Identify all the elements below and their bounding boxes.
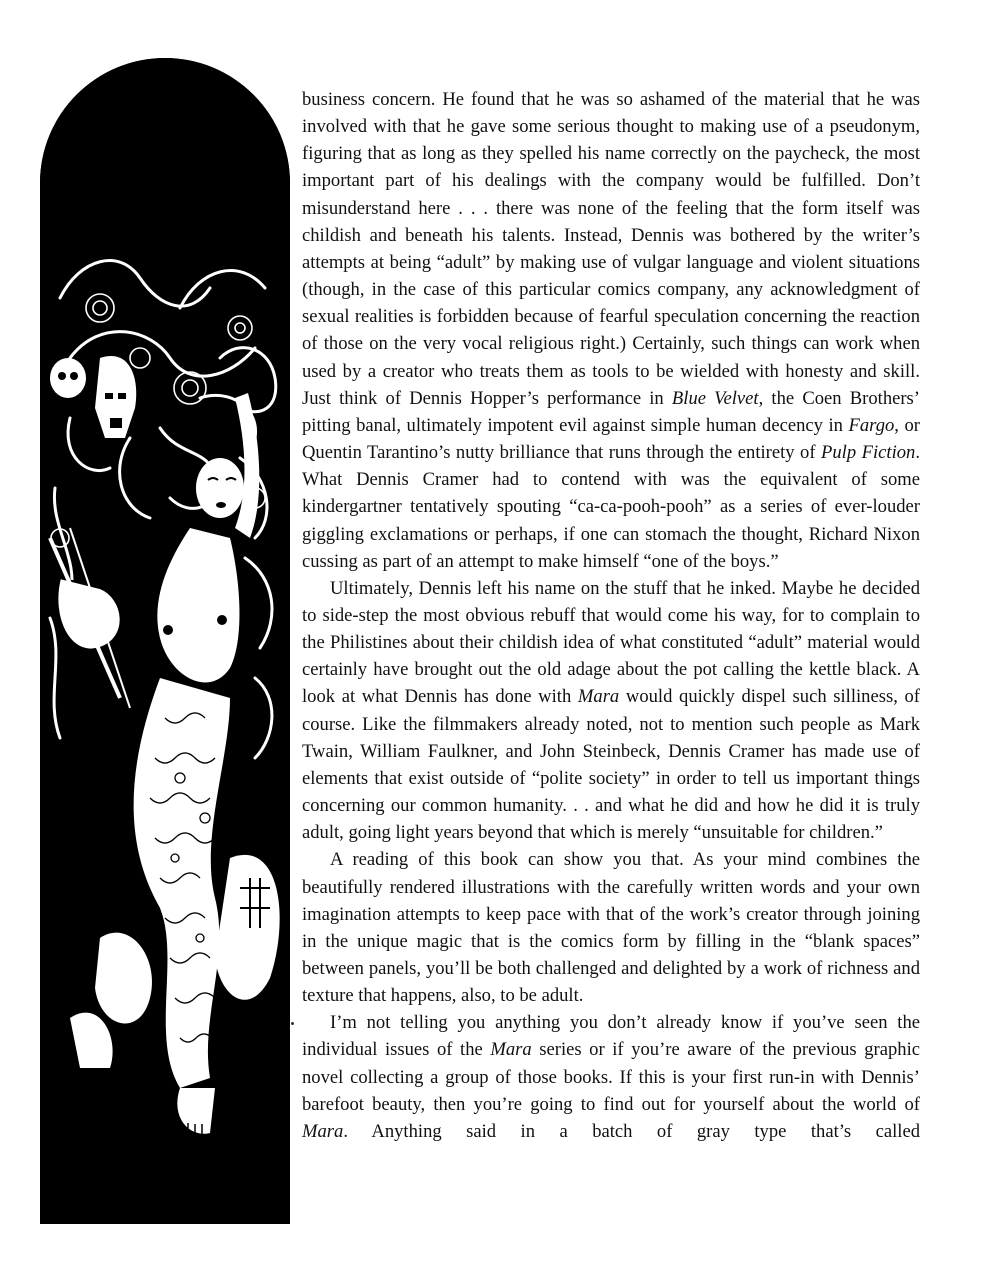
italic-title: Pulp Fiction bbox=[821, 442, 916, 464]
text-run: would quickly dispel such silliness, of course. Like the filmmakers already noted, not to mention such people as Mark Twain, William Faulkner, and John Steinbeck, Dennis Cramer has made use of elements that exist outside of “polite society” in order to tell us important things concerning our common humanity. . . and what he did and how he did it is truly adult, going light years beyond that which is merely “unsuitable for children.” bbox=[302, 686, 921, 844]
illustration-panel bbox=[40, 58, 290, 1224]
text-run: . What Dennis Cramer had to contend with was the equivalent of some kindergartner tentatively spouting “ca-ca-pooh-pooh” as a series of ever-louder giggling exclamations or perhaps, if one can stomach the thought, Richard Nixon cussing as part of an attempt to make himself “one of the boys.” bbox=[302, 442, 920, 572]
body-paragraph bbox=[302, 575, 920, 847]
text-run: Ultimately, Dennis left his name on the stuff that he inked. Maybe he decided to side-step the most obvious rebuff that would come his way, for to complain to the Philistines about their childish idea of what constituted “adult” material would certainly have brought out the old adage about the pot calling the kettle black. A look at what Dennis has done with bbox=[302, 577, 920, 708]
print-speck bbox=[291, 1022, 294, 1025]
article-body bbox=[302, 86, 920, 1145]
text-run: A reading of this book can show you that. As your mind combines the beautifully rendered illustrations with the carefully written words and your own imagination attempts to keep pace with that of the work’s creator through joining in the unique magic that is the comics form by filling in the “blank spaces” between panels, you’ll be both challenged and delighted by a work of richness and texture that happens, also, to be adult. bbox=[302, 849, 920, 1007]
text-run: , the Coen Brothers’ pitting banal, ultimately impotent evil against simple human decency in bbox=[302, 387, 920, 436]
text-run: . Anything said in a batch of gray type that’s called bbox=[343, 1120, 920, 1142]
body-paragraph bbox=[302, 86, 920, 575]
italic-title: Mara bbox=[302, 1120, 344, 1142]
italic-title: Fargo bbox=[848, 414, 895, 436]
italic-title: Mara bbox=[490, 1039, 532, 1061]
text-run: series or if you’re aware of the previous graphic novel collecting a group of those books. If this is your first run-in with Dennis’ barefoot beauty, then you’re going to find out for yourself about the world of bbox=[302, 1039, 920, 1115]
body-paragraph bbox=[302, 846, 920, 1009]
illustrated-woman-with-violin-icon bbox=[40, 58, 290, 1224]
text-run: , or Quentin Tarantino’s nutty brilliance that runs through the entirety of bbox=[302, 414, 920, 464]
body-paragraph bbox=[302, 1009, 920, 1145]
text-run: business concern. He found that he was so ashamed of the material that he was involved with that he gave some serious thought to making use of a pseudonym, figuring that as long as they spelled his name correctly on the paycheck, the most important part of his dealings with the company would be fulfilled. Don’t misunderstand here . . . there was none of the feeling that the form itself was childish and beneath his talents. Instead, Dennis was bothered by the writer’s attempts at being “adult” by making use of vulgar language and violent situations (though, in the case of this particular comics company, any acknowledgment of sexual realities is forbidden because of fearful speculation concerning the reaction of those on the very vocal religious right.) Certainly, such things can work when used by a creator who treats them as tools to be wielded with honesty and skill. Just think of Dennis Hopper’s performance in bbox=[302, 89, 920, 409]
italic-title: Mara bbox=[577, 686, 620, 708]
italic-title: Blue Velvet bbox=[671, 387, 759, 409]
text-run: I’m not telling you anything you don’t already know if you’ve seen the individual issues of the bbox=[302, 1012, 920, 1061]
